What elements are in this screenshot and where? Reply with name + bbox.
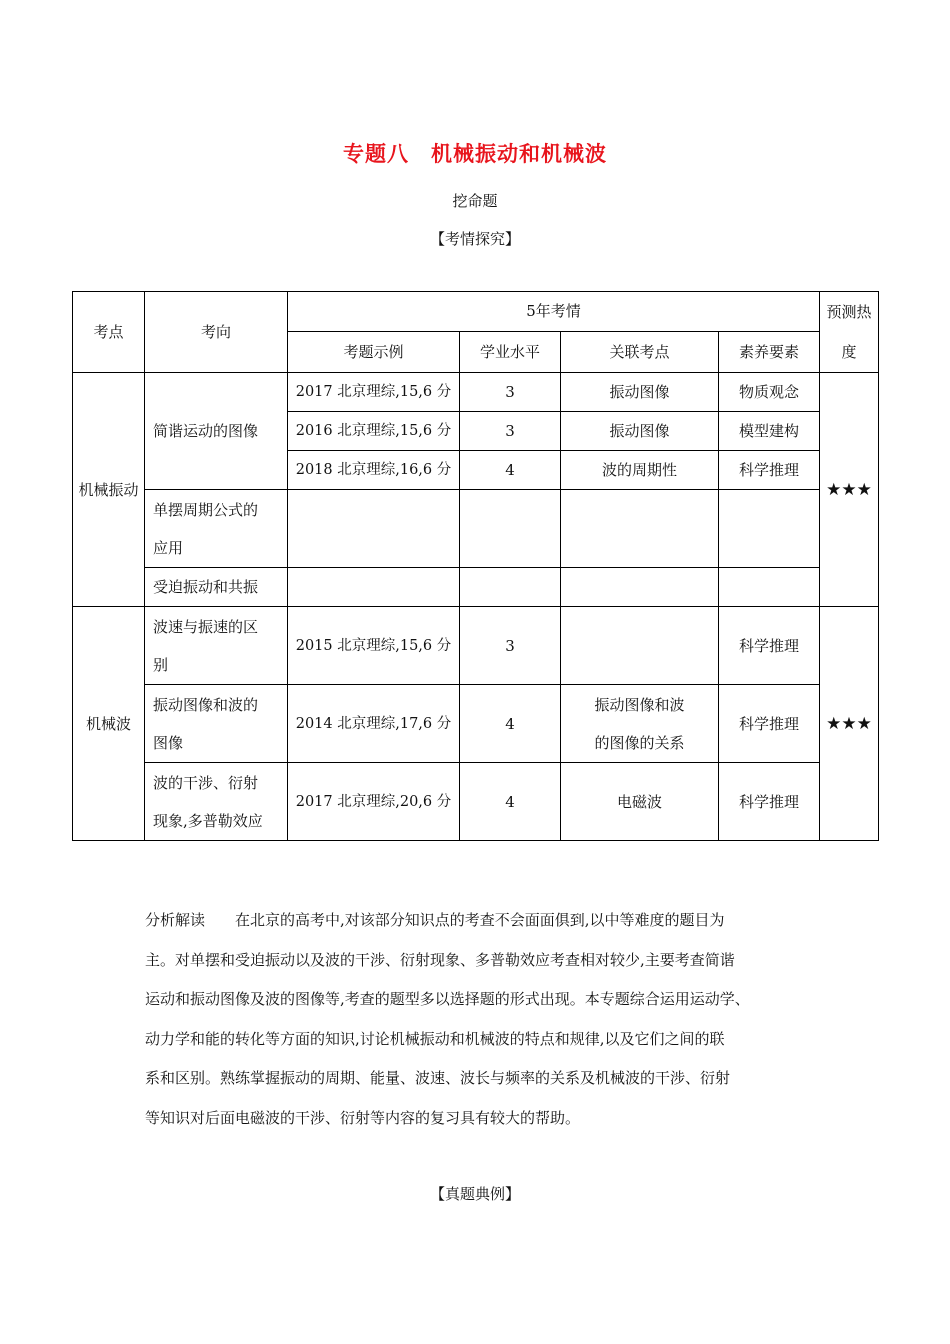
table-row xyxy=(73,373,879,412)
topic-interference xyxy=(145,763,288,841)
page-title: 专题八 机械振动和机械波 xyxy=(343,142,607,166)
level-cell: 4 xyxy=(460,451,561,490)
exam-source: 2017 北京理综,20,6 分 xyxy=(288,763,460,841)
analysis-line: 运动和振动图像及波的图像等,考查的题型多以选择题的形式出现。本专题综合运用运动学、 xyxy=(145,990,750,1008)
related-cell: 电磁波 xyxy=(561,763,719,841)
level-cell xyxy=(460,490,561,568)
analysis-line xyxy=(145,901,815,941)
literacy-cell: 物质观念 xyxy=(719,373,820,412)
exam-source xyxy=(288,490,460,568)
analysis-line: 等知识对后面电磁波的干涉、衍射等内容的复习具有较大的帮助。 xyxy=(145,1108,581,1127)
topic-interference-line2: 现象,多普勒效应 xyxy=(153,811,263,830)
subtitle: 挖命题 xyxy=(452,192,498,210)
exam-analysis-table xyxy=(72,291,879,841)
literacy-cell: 科学推理 xyxy=(719,451,820,490)
group-mechanical-vibration: 机械振动 xyxy=(73,373,145,607)
related-cell xyxy=(561,490,719,568)
literacy-cell: 科学推理 xyxy=(719,685,820,763)
header-kaoxiang: 考向 xyxy=(145,292,288,373)
header-level: 学业水平 xyxy=(460,331,561,372)
table-row xyxy=(73,685,879,763)
topic-pendulum-line2: 应用 xyxy=(153,538,184,557)
topic-wave-speed-line2: 别 xyxy=(153,655,169,674)
table-row xyxy=(73,568,879,607)
group-mechanical-wave: 机械波 xyxy=(73,607,145,841)
related-cell xyxy=(561,607,719,685)
header-forecast-line1: 预测热 xyxy=(826,303,872,321)
header-related: 关联考点 xyxy=(561,331,719,372)
level-cell xyxy=(460,568,561,607)
topic-pendulum-line1: 单摆周期公式的 xyxy=(153,500,259,519)
exam-source xyxy=(288,568,460,607)
analysis-line: 动力学和能的转化等方面的知识,讨论机械振动和机械波的特点和规律,以及它们之间的联 xyxy=(145,1029,725,1048)
related-cell xyxy=(561,685,719,763)
analysis-line: 主。对单摆和受迫振动以及波的干涉、衍射现象、多普勒效应考查相对较少,主要考查简谐 xyxy=(145,950,735,969)
level-cell: 3 xyxy=(460,607,561,685)
exam-source: 2017 北京理综,15,6 分 xyxy=(288,373,460,412)
header-forecast xyxy=(820,292,879,373)
header-kaodian: 考点 xyxy=(73,292,145,373)
header-literacy: 素养要素 xyxy=(719,331,820,372)
level-cell: 3 xyxy=(460,373,561,412)
table-row xyxy=(73,607,879,685)
section-heading-real-exam: 【真题典例】 xyxy=(429,1185,520,1203)
topic-vibration-wave-graph-line2: 图像 xyxy=(153,733,184,752)
related-line2: 的图像的关系 xyxy=(594,733,685,752)
literacy-cell xyxy=(719,490,820,568)
forecast-stars: ★★★ xyxy=(820,607,879,841)
table-row xyxy=(73,763,879,841)
level-cell: 4 xyxy=(460,685,561,763)
table-row xyxy=(73,490,879,529)
related-line1: 振动图像和波 xyxy=(594,695,685,714)
literacy-cell: 科学推理 xyxy=(719,763,820,841)
topic-forced-vibration: 受迫振动和共振 xyxy=(145,568,288,607)
exam-source: 2016 北京理综,15,6 分 xyxy=(288,412,460,451)
literacy-cell: 科学推理 xyxy=(719,607,820,685)
section-heading-exam-analysis: 【考情探究】 xyxy=(429,230,520,248)
related-cell: 振动图像 xyxy=(561,373,719,412)
topic-wave-speed xyxy=(145,607,288,685)
literacy-cell: 模型建构 xyxy=(719,412,820,451)
level-cell: 4 xyxy=(460,763,561,841)
exam-source: 2015 北京理综,15,6 分 xyxy=(288,607,460,685)
analysis-line: 系和区别。熟练掌握振动的周期、能量、波速、波长与频率的关系及机械波的干涉、衍射 xyxy=(145,1069,731,1087)
topic-interference-line1: 波的干涉、衍射 xyxy=(153,773,259,792)
forecast-stars: ★★★ xyxy=(820,373,879,607)
analysis-label: 分析解读 xyxy=(145,911,206,929)
analysis-paragraph xyxy=(145,901,815,1138)
level-cell: 3 xyxy=(460,412,561,451)
related-cell: 振动图像 xyxy=(561,412,719,451)
exam-source: 2014 北京理综,17,6 分 xyxy=(288,685,460,763)
topic-vibration-wave-graph xyxy=(145,685,288,763)
related-cell: 波的周期性 xyxy=(561,451,719,490)
exam-source: 2018 北京理综,16,6 分 xyxy=(288,451,460,490)
literacy-cell xyxy=(719,568,820,607)
header-forecast-line2: 度 xyxy=(841,343,857,361)
header-example: 考题示例 xyxy=(288,331,460,372)
header-five-year: 5年考情 xyxy=(288,292,820,332)
topic-shm-graph: 简谐运动的图像 xyxy=(145,373,288,490)
topic-pendulum xyxy=(145,490,288,568)
topic-vibration-wave-graph-line1: 振动图像和波的 xyxy=(153,695,259,714)
related-cell xyxy=(561,568,719,607)
analysis-text: 在北京的高考中,对该部分知识点的考查不会面面俱到,以中等难度的题目为 xyxy=(235,911,725,929)
topic-wave-speed-line1: 波速与振速的区 xyxy=(153,617,259,636)
